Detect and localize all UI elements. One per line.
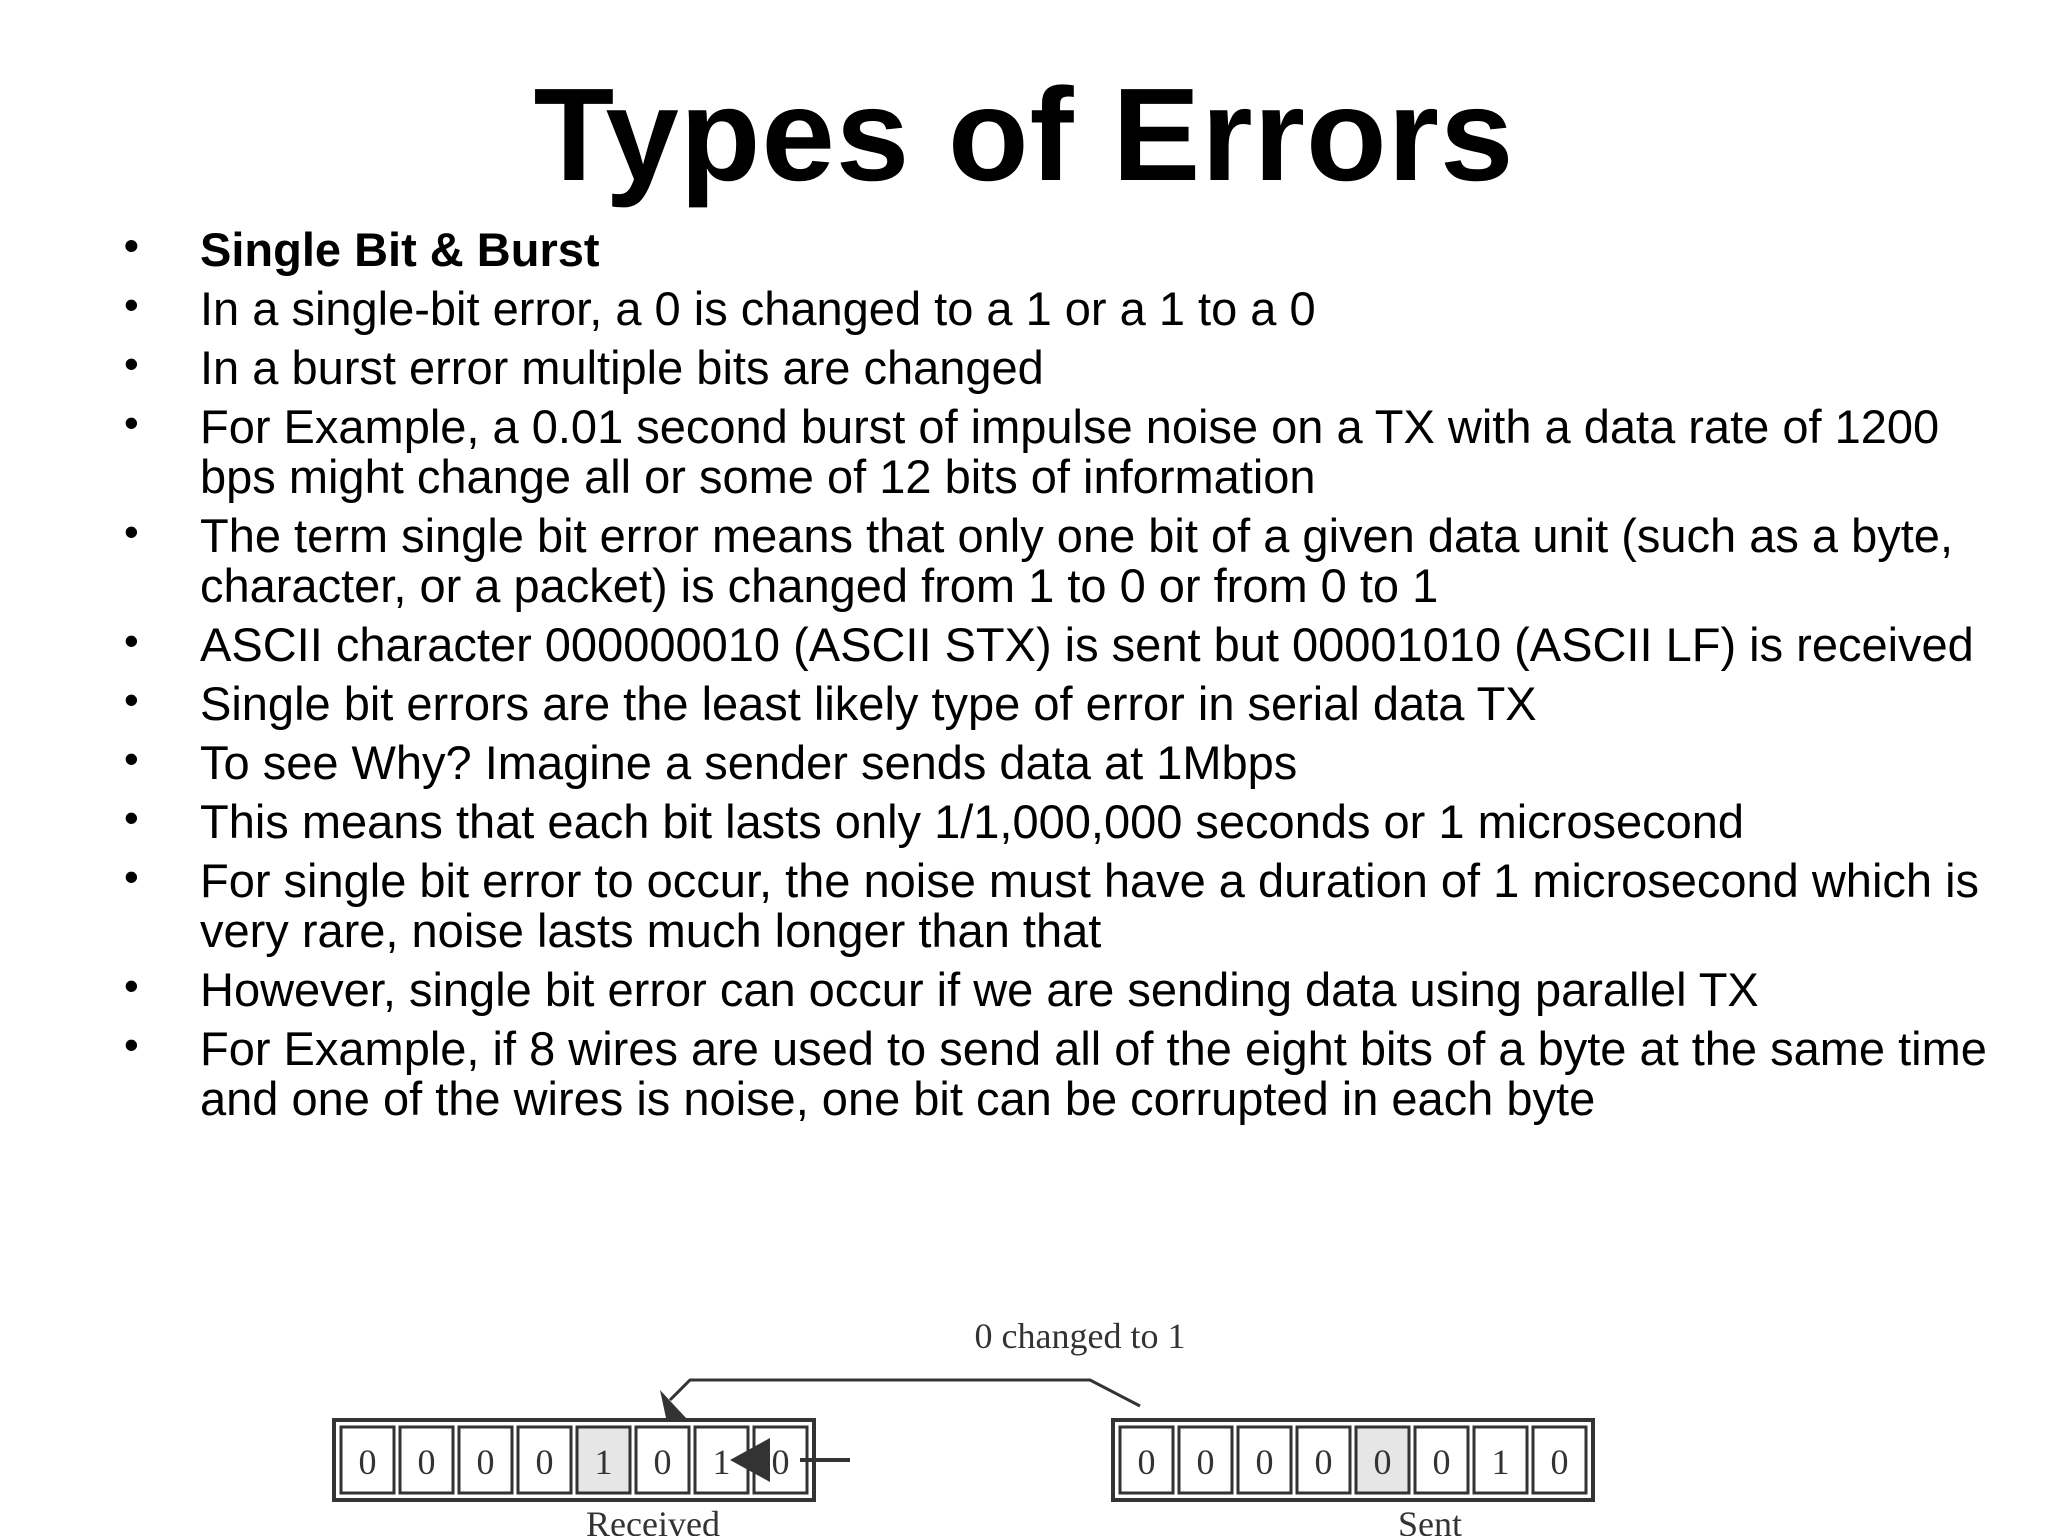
bullet-marker: •: [124, 962, 139, 1009]
bullet-item: [120, 508, 2000, 612]
bullet-marker: •: [124, 399, 139, 446]
bullet-marker: •: [124, 794, 139, 841]
bullet-item: [120, 399, 2000, 503]
bullet-item: [120, 853, 2000, 957]
sent-bit-value: 0: [1314, 1442, 1333, 1482]
bullet-marker: •: [124, 617, 139, 664]
received-bit-value: 0: [653, 1442, 672, 1482]
bullet-list: [120, 222, 2000, 1133]
bullet-item: [120, 676, 2000, 730]
bullet-text: In a burst error multiple bits are changed: [200, 341, 1044, 394]
bullet-text: To see Why? Imagine a sender sends data at 1Mbps: [200, 736, 1298, 789]
received-bit-value: 0: [358, 1442, 377, 1482]
bullet-marker: •: [124, 508, 139, 555]
bullet-marker: •: [124, 735, 139, 782]
bullet-item: [120, 617, 2000, 671]
bullet-text: For single bit error to occur, the noise must have a duration of 1 microsecond which is very rare, noise lasts much longer than that: [200, 854, 1980, 957]
bullet-item: [120, 735, 2000, 789]
received-bit-value: 1: [712, 1442, 731, 1482]
sent-label: Sent: [1397, 1504, 1463, 1536]
bullet-text: However, single bit error can occur if we are sending data using parallel TX: [200, 963, 1759, 1016]
change-label: 0 changed to 1: [974, 1316, 1186, 1356]
sent-bit-value: 0: [1550, 1442, 1569, 1482]
bullet-item: [120, 794, 2000, 848]
change-arrowhead: [660, 1390, 686, 1418]
received-bit-value: 0: [535, 1442, 554, 1482]
received-bit-value: 0: [476, 1442, 495, 1482]
diagram-svg: [330, 1300, 1760, 1536]
sent-bit-value: 0: [1196, 1442, 1215, 1482]
slide-title: Types of Errors: [533, 61, 1515, 208]
single-bit-error-diagram: [330, 1300, 1760, 1536]
sent-bit-value: 0: [1255, 1442, 1274, 1482]
bullet-item: [120, 340, 2000, 394]
bullet-item: [120, 962, 2000, 1016]
received-bit-value: 0: [771, 1442, 790, 1482]
bullet-text: Single Bit & Burst: [200, 223, 600, 276]
sent-bit-value: 1: [1491, 1442, 1510, 1482]
sent-bit-value: 0: [1373, 1442, 1392, 1482]
bullet-marker: •: [124, 676, 139, 723]
bullet-marker: •: [124, 853, 139, 900]
change-connector: [670, 1380, 1140, 1406]
bullet-marker: •: [124, 281, 139, 328]
received-bit-value: 1: [594, 1442, 613, 1482]
bullet-marker: •: [124, 1021, 139, 1068]
bullet-text: For Example, a 0.01 second burst of impulse noise on a TX with a data rate of 1200 bps might change all or some of 12 bits of information: [200, 400, 1940, 503]
bullet-item: [120, 281, 2000, 335]
bullet-item: [120, 222, 2000, 276]
bullet-text: In a single-bit error, a 0 is changed to a 1 or a 1 to a 0: [200, 282, 1316, 335]
bullet-text: For Example, if 8 wires are used to send all of the eight bits of a byte at the same time and one of the wires is noise, one bit can be corrupted in each byte: [200, 1022, 1987, 1125]
bullet-item: [120, 1021, 2000, 1125]
bullet-marker: •: [124, 340, 139, 387]
received-label: Received: [586, 1504, 720, 1536]
sent-bit-value: 0: [1432, 1442, 1451, 1482]
bullet-text: The term single bit error means that only one bit of a given data unit (such as a byte, character, or a packet) is changed from 1 to 0 or from 0 to 1: [200, 509, 1953, 612]
bullet-marker: •: [124, 222, 139, 269]
sent-bits: [1113, 1420, 1593, 1500]
received-bit-value: 0: [417, 1442, 436, 1482]
sent-bit-value: 0: [1137, 1442, 1156, 1482]
bullet-text: ASCII character 000000010 (ASCII STX) is sent but 00001010 (ASCII LF) is received: [200, 618, 1974, 671]
bullet-text: This means that each bit lasts only 1/1,000,000 seconds or 1 microsecond: [200, 795, 1745, 848]
bullet-text: Single bit errors are the least likely type of error in serial data TX: [200, 677, 1537, 730]
